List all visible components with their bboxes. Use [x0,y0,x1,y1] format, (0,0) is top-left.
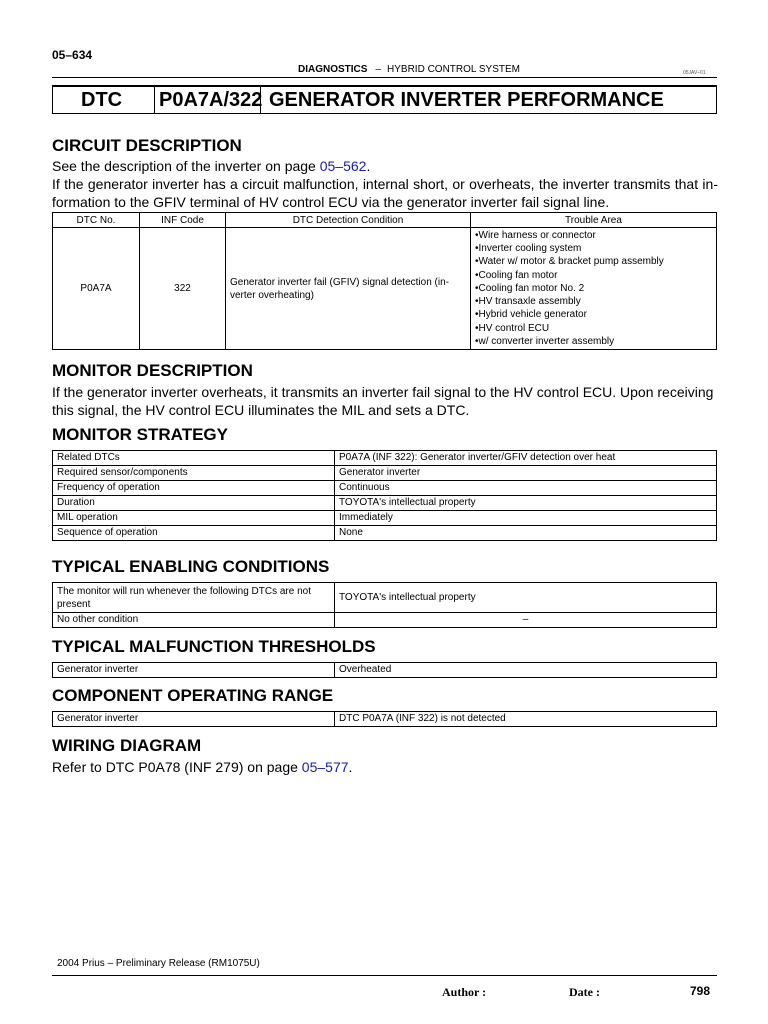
running-header [298,64,520,75]
enabling-conditions-table [52,582,717,628]
header-trouble-area: Trouble Area [471,213,717,228]
table-row [53,496,717,511]
page-link-05-562[interactable]: 05–562 [319,158,367,174]
strategy-value: None [335,526,717,541]
table-row [53,228,717,350]
table-row [53,712,717,727]
wiring-diagram-text [52,758,718,776]
footer-rule [52,975,717,976]
strategy-value: Immediately [335,511,717,526]
strategy-label: MIL operation [53,511,335,526]
table-row [53,583,717,613]
dtc-no-cell: P0A7A [53,228,140,350]
table-row [53,451,717,466]
dtc-title: GENERATOR INVERTER PERFORMANCE [269,88,664,111]
header-rule [52,77,717,78]
threshold-value: Overheated [335,663,717,678]
header-dtc-no: DTC No. [53,213,140,228]
strategy-value: Continuous [335,481,717,496]
enabling-label: No other condition [53,613,335,628]
strategy-label: Duration [53,496,335,511]
enabling-value: TOYOTA's intellectual property [335,583,717,613]
list-item: • Hybrid vehicle generator [475,308,712,321]
strategy-value: Generator inverter [335,466,717,481]
document-id: 05JAV–01 [683,70,706,76]
strategy-label: Required sensor/components [53,466,335,481]
range-value: DTC P0A7A (INF 322) is not detected [335,712,717,727]
list-item: • HV transaxle assembly [475,295,712,308]
page-number: 05–634 [52,48,93,62]
release-footer: 2004 Prius – Preliminary Release (RM1075U) [57,958,260,969]
strategy-label: Sequence of operation [53,526,335,541]
malfunction-thresholds-heading: TYPICAL MALFUNCTION THRESHOLDS [52,637,376,656]
line1-suffix: . [366,158,371,174]
dtc-code: P0A7A/322 [155,87,261,113]
monitor-description-heading: MONITOR DESCRIPTION [52,361,253,380]
circuit-description-heading: CIRCUIT DESCRIPTION [52,136,242,155]
table-row [53,663,717,678]
enabling-label: The monitor will run whenever the following DTCs are not present [53,583,335,613]
header-separator: – [375,64,382,75]
table-row [53,481,717,496]
section-label: DIAGNOSTICS [298,64,368,75]
list-item: • Inverter cooling system [475,242,712,255]
operating-range-heading: COMPONENT OPERATING RANGE [52,686,334,705]
strategy-value: TOYOTA's intellectual property [335,496,717,511]
wiring-text-prefix: Refer to DTC P0A78 (INF 279) on page [52,759,302,775]
list-item: • Wire harness or connector [475,229,712,242]
date-label: Date : [569,985,600,999]
dtc-label: DTC [53,87,155,113]
list-item: • Cooling fan motor [475,269,712,282]
strategy-value: P0A7A (INF 322): Generator inverter/GFIV detection over heat [335,451,717,466]
monitor-description-text: If the generator inverter overheats, it transmits an inverter fail signal to the HV control ECU. Upon receiving this signal, the HV control ECU illuminates the MIL and sets a DTC. [52,384,714,418]
page-link-05-577[interactable]: 05–577 [301,759,349,775]
list-item: • Cooling fan motor No. 2 [475,282,712,295]
list-item: • w/ converter inverter assembly [475,335,712,348]
threshold-label: Generator inverter [53,663,335,678]
monitor-strategy-heading: MONITOR STRATEGY [52,425,228,444]
table-row [53,613,717,628]
footer-page-number: 798 [690,984,711,998]
monitor-strategy-table [52,450,717,541]
strategy-label: Related DTCs [53,451,335,466]
table-row [53,511,717,526]
circuit-description-line1 [52,157,718,175]
operating-range-table [52,711,717,727]
range-label: Generator inverter [53,712,335,727]
dtc-title-box [52,85,717,114]
trouble-area-cell [471,228,717,350]
detection-condition-cell: Generator inverter fail (GFIV) signal detection (in-verter overheating) [226,228,471,350]
wiring-text-suffix: . [348,759,353,775]
table-header-row [53,213,717,228]
table-row [53,526,717,541]
dtc-table [52,212,717,350]
malfunction-thresholds-table [52,662,717,678]
enabling-conditions-heading: TYPICAL ENABLING CONDITIONS [52,557,330,576]
wiring-diagram-heading: WIRING DIAGRAM [52,736,202,755]
list-item: • Water w/ motor & bracket pump assembly [475,255,712,268]
list-item: • HV control ECU [475,322,712,335]
strategy-label: Frequency of operation [53,481,335,496]
author-label: Author : [442,985,487,999]
circuit-description-line2: If the generator inverter has a circuit malfunction, internal short, or overheats, the inverter transmits that in-formation to the GFIV terminal of HV control ECU via the generator inverter fail signal line. [52,176,718,210]
subsection-label: HYBRID CONTROL SYSTEM [387,64,520,75]
header-inf-code: INF Code [140,213,226,228]
line1-text: See the description of the inverter on page [52,158,320,174]
table-row [53,466,717,481]
header-detection-condition: DTC Detection Condition [226,213,471,228]
inf-code-cell: 322 [140,228,226,350]
trouble-area-list [475,229,712,348]
enabling-value: – [335,613,717,628]
